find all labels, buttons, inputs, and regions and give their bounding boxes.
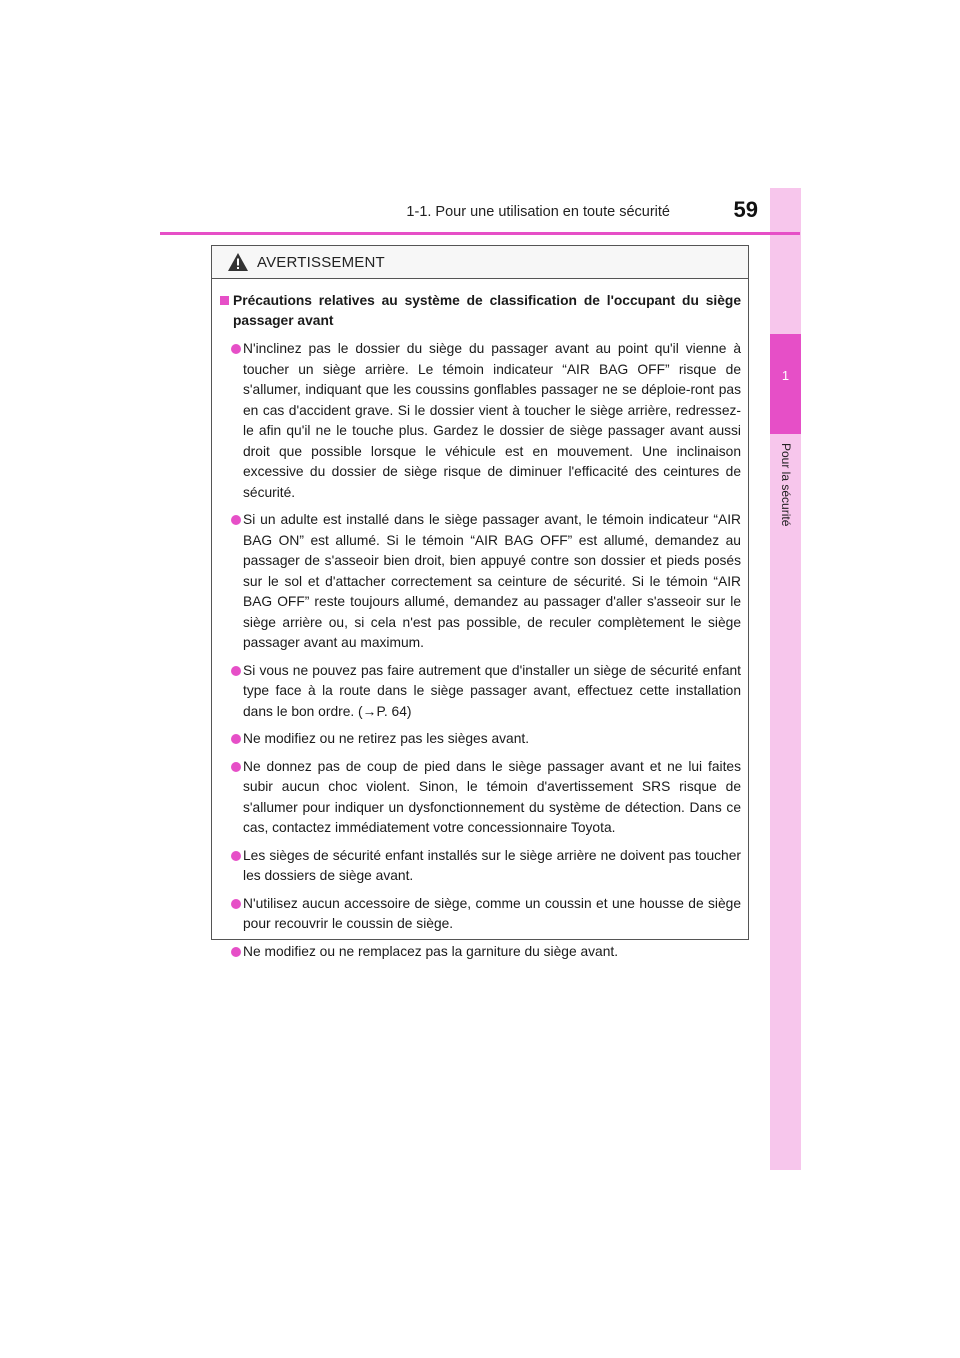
round-bullet-icon xyxy=(231,762,241,772)
round-bullet-icon xyxy=(231,734,241,744)
round-bullet-icon xyxy=(231,947,241,957)
warning-triangle-icon xyxy=(227,252,249,272)
list-item xyxy=(218,729,741,750)
round-bullet-icon xyxy=(231,344,241,354)
list-item-text: Si un adulte est installé dans le siège passager avant, le témoin indicateur “AIR BAG ON” est allumé. Si le témoin “AIR BAG OFF” est allumé, demandez au passager de s'asseoir bien droit, bien appuyé contre son dossier et pieds posés sur le sol et d'attacher correctement sa ceinture de sécurité. Si le témoin “AIR BAG OFF” reste toujours allumé, demandez au passager d'aller s'asseoir sur le siège arrière ou, si cela n'est pas possible, de reculer complètement le siège passager avant au maximum. xyxy=(243,512,741,650)
chapter-number: 1 xyxy=(781,368,790,383)
page-number: 59 xyxy=(733,197,758,222)
chapter-number-tab xyxy=(770,334,801,434)
chapter-label: Pour la sécurité xyxy=(779,443,793,527)
section-header: 1-1. Pour une utilisation en toute sécurité xyxy=(406,204,670,220)
list-item xyxy=(218,757,741,839)
list-item-text: Ne donnez pas de coup de pied dans le siège passager avant et ne lui faites subir aucun choc violent. Sinon, le témoin d'avertissement SRS risque de s'allumer pour indiquer un dysfonctionnement du système de détection. Dans ce cas, contactez immédiatement votre concessionnaire Toyota. xyxy=(243,758,741,835)
list-item xyxy=(218,339,741,503)
round-bullet-icon xyxy=(231,899,241,909)
section-title xyxy=(218,291,741,331)
list-item xyxy=(218,894,741,935)
list-item-text: Ne modifiez ou ne retirez pas les sièges avant. xyxy=(243,731,530,746)
round-bullet-icon xyxy=(231,666,241,676)
round-bullet-icon xyxy=(231,851,241,861)
list-item-text: Les sièges de sécurité enfant installés sur le siège arrière ne doivent pas toucher les dossiers de siège avant. xyxy=(243,847,741,883)
warning-header xyxy=(212,246,748,279)
list-item xyxy=(218,661,741,723)
warning-body xyxy=(212,279,748,962)
square-bullet-icon xyxy=(220,296,229,305)
warning-box xyxy=(211,245,749,959)
list-item xyxy=(218,942,741,963)
warning-title: AVERTISSEMENT xyxy=(257,253,385,271)
list-item xyxy=(218,846,741,887)
header-rule xyxy=(160,232,800,235)
list-item-text: Si vous ne pouvez pas faire autrement que d'installer un siège de sécurité enfant type face à la route dans le siège passager avant, effectuez cette installation dans le bon ordre. (→P. 64) xyxy=(243,662,741,719)
section-title-text: Précautions relatives au système de classification de l'occupant du siège passager avant xyxy=(233,293,741,328)
list-item-text: N'inclinez pas le dossier du siège du passager avant au point qu'il vienne à toucher un siège arrière. Le témoin indicateur “AIR BAG OFF” risque de s'allumer, indiquant que les coussins gonflables passager ne se déploie-ront pas en cas d'accident grave. Si le dossier vient à toucher le siège arrière, redressez-le afin qu'il ne le touche plus. Gardez le dossier de siège passager avant aussi droit que possible lorsque le véhicule est en mouvement. Une inclinaison excessive du dossier de siège risque de diminuer l'efficacité des ceintures de sécurité. xyxy=(243,341,741,500)
round-bullet-icon xyxy=(231,515,241,525)
list-item-text: Ne modifiez ou ne remplacez pas la garniture du siège avant. xyxy=(243,943,619,959)
list-item xyxy=(218,510,741,654)
list-item-text: N'utilisez aucun accessoire de siège, comme un coussin et une housse de siège pour recouvrir le coussin de siège. xyxy=(243,895,741,931)
